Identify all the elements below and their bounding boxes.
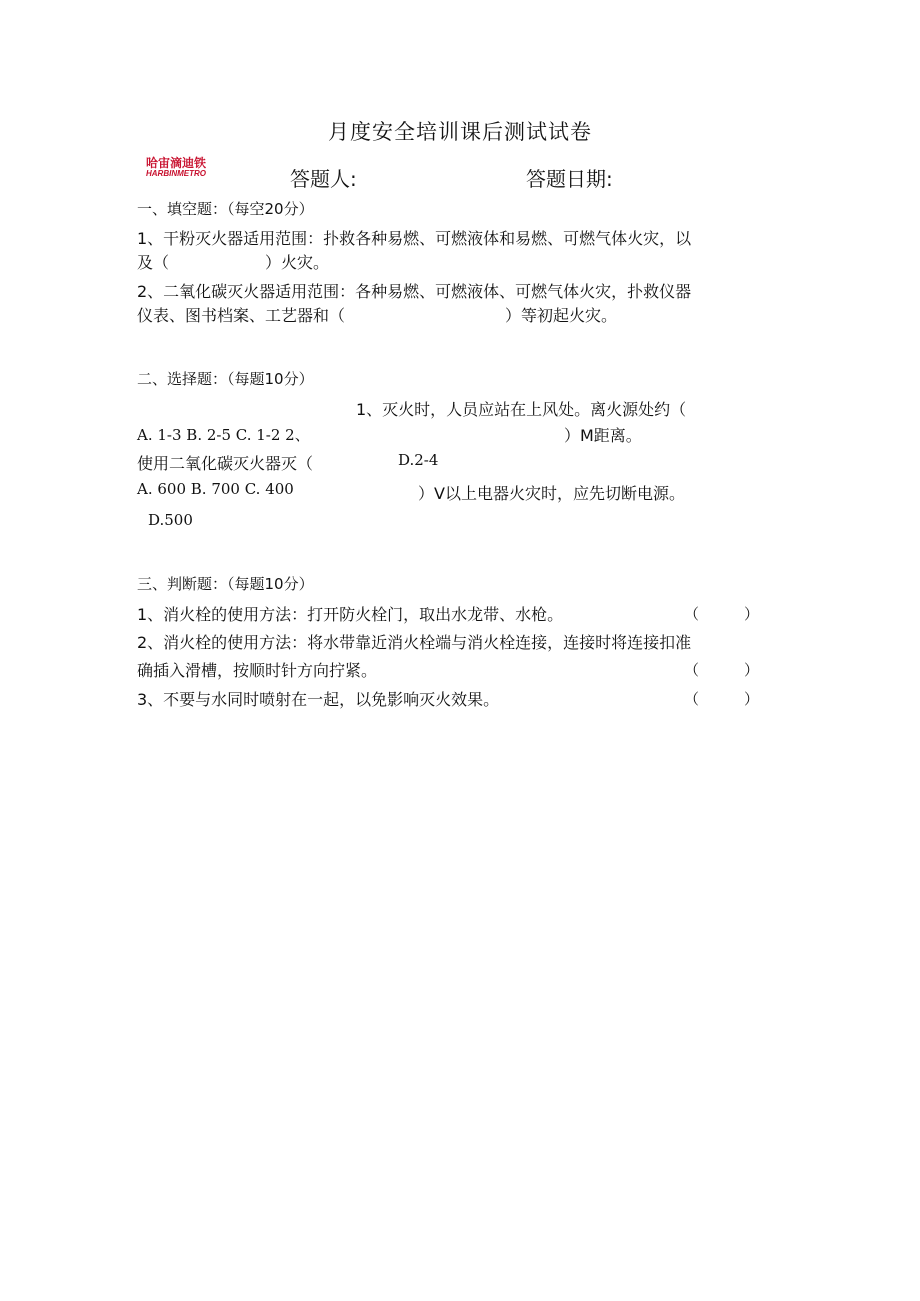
logo-english-text: HARBINMETRO	[146, 169, 206, 178]
date-label: 答题日期:	[526, 167, 613, 191]
fill-q1-line1: 1、干粉灭火器适用范围：扑救各种易燃、可燃液体和易燃、可燃气体火灾，以	[137, 229, 692, 248]
judge-q2-line1: 2、消火栓的使用方法：将水带靠近消火栓端与消火栓连接，连接时将连接扣准	[137, 633, 692, 652]
choice-q2-options: A. 600 B. 700 C. 400	[137, 480, 294, 498]
choice-q1-stem-end: ）M距离。	[564, 426, 642, 445]
judge-q1: 1、消火栓的使用方法：打开防火栓门，取出水龙带、水枪。	[137, 605, 564, 624]
judge-q2-line2: 确插入滑槽，按顺时针方向拧紧。	[137, 661, 378, 680]
judge-q3-answer-blank: （ ）	[684, 690, 760, 708]
section-fill-in-heading: 一、填空题：（每空20分）	[137, 200, 314, 218]
choice-q2-stem: 使用二氧化碳灭火器灭（	[137, 454, 314, 473]
choice-q1-stem: 1、灭火时，人员应站在上风处。离火源处约（	[356, 400, 687, 419]
fill-q2-line2: 仪表、图书档案、工艺器和（ ）等初起火灾。	[137, 306, 618, 325]
logo-chinese-text: 哈宙滴迪铁	[146, 156, 207, 170]
fill-q2-line1: 2、二氧化碳灭火器适用范围：各种易燃、可燃液体、可燃气体火灾，扑救仪器	[137, 282, 692, 301]
choice-q1-options: A. 1-3 B. 2-5 C. 1-2 2、	[137, 426, 310, 444]
choice-q2-option-d: D.500	[148, 511, 193, 529]
choice-q1-option-d: D.2-4	[398, 451, 439, 469]
judge-q1-answer-blank: （ ）	[684, 605, 760, 623]
respondent-label: 答题人:	[290, 167, 357, 191]
choice-q2-stem-end: ）V以上电器火灾时，应先切断电源。	[418, 484, 685, 503]
section-choice-heading: 二、选择题：（每题10分）	[137, 370, 314, 388]
fill-q1-line2: 及（ ）火灾。	[137, 253, 330, 272]
page-title: 月度安全培训课后测试试卷	[328, 120, 592, 144]
judge-q3: 3、不要与水同时喷射在一起，以免影响灭火效果。	[137, 690, 500, 709]
judge-q2-answer-blank: （ ）	[684, 661, 760, 679]
section-judgement-heading: 三、判断题：（每题10分）	[137, 575, 314, 593]
harbin-metro-logo	[146, 157, 206, 178]
